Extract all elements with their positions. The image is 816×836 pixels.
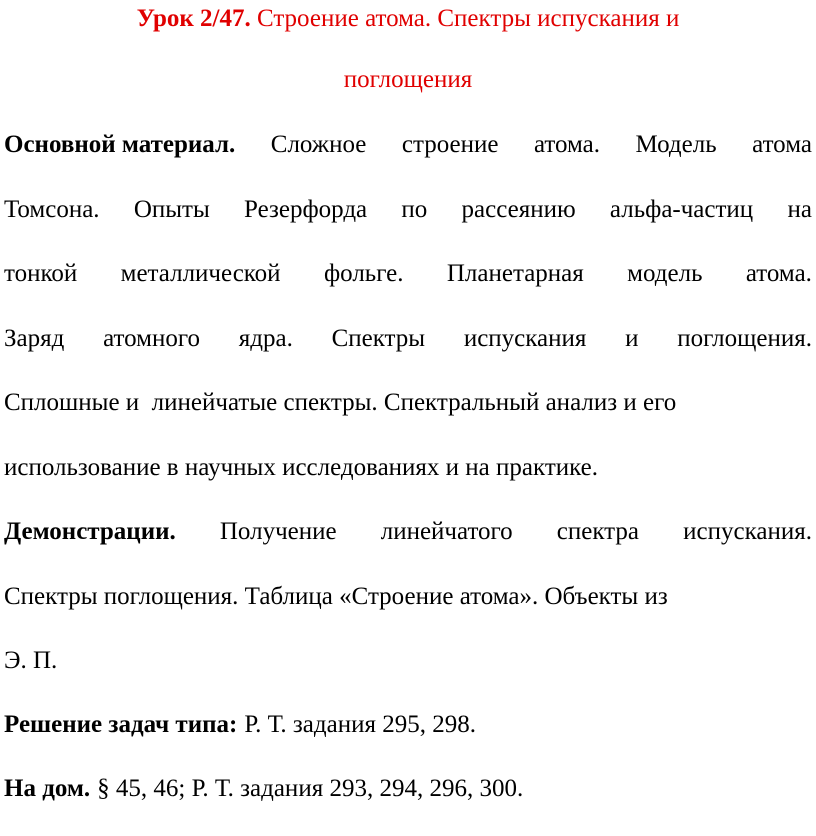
demonstrations-section bbox=[4, 500, 812, 694]
text-line: Сплошные и линейчатые спектры. Спектральный анализ и его bbox=[4, 389, 677, 416]
text-line bbox=[4, 757, 812, 822]
lesson-title-line-1 bbox=[0, 5, 816, 33]
text-line bbox=[4, 693, 812, 758]
text-line: Демонстрации. Получение линейчатого спектра испускания. bbox=[4, 500, 812, 565]
text-line: Заряд атомного ядра. Спектры испускания и поглощения. bbox=[4, 324, 812, 352]
lesson-number: Урок 2/47. bbox=[136, 5, 251, 32]
lesson-title-line-2: поглощения bbox=[343, 66, 473, 93]
main-material-label: Основной материал. bbox=[4, 131, 236, 158]
homework-text: § 45, 46; Р. Т. задания 293, 294, 296, 300. bbox=[97, 775, 524, 802]
text-line: тонкой металлической фольге. Планетарная модель атома. bbox=[4, 260, 812, 287]
demonstrations-label: Демонстрации. bbox=[4, 518, 176, 545]
homework-section bbox=[4, 757, 812, 822]
problems-text: Р. Т. задания 295, 298. bbox=[244, 711, 476, 738]
problems-section bbox=[4, 693, 812, 758]
problems-label: Решение задач типа: bbox=[4, 711, 238, 738]
text-line: использование в научных исследованиях и на практике. bbox=[4, 453, 598, 481]
homework-label: На дом. bbox=[4, 775, 91, 802]
text-line: Основной материал. Сложное строение атома. Модель атома bbox=[4, 113, 812, 178]
text-line: Спектры поглощения. Таблица «Строение атома». Объекты из bbox=[4, 582, 668, 610]
text-line: Э. П. bbox=[4, 647, 58, 674]
main-material-section bbox=[4, 113, 812, 500]
lesson-title-text: Строение атома. Спектры испускания и bbox=[256, 5, 680, 32]
text-line: Томсона. Опыты Резерфорда по рассеянию альфа-частиц на bbox=[4, 195, 812, 223]
